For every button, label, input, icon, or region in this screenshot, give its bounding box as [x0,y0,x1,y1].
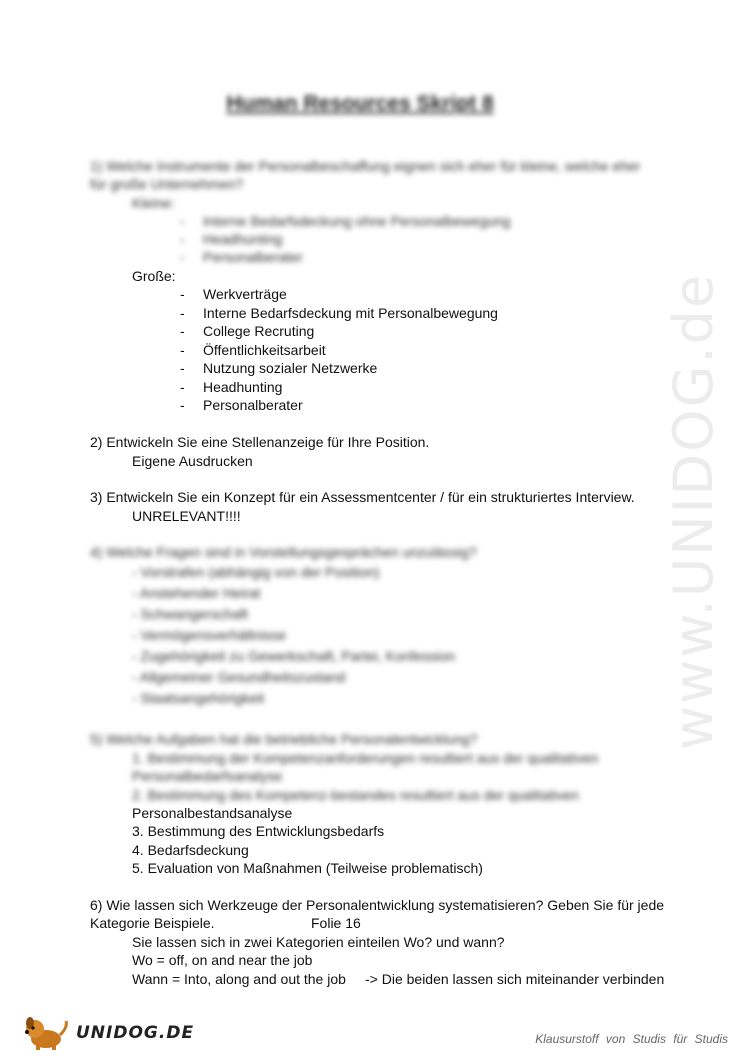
q2-answer: Eigene Ausdrucken [132,453,253,469]
q4-item: - Vorstrafen (abhängig von der Position) [132,564,380,580]
q1-large-label: Große: [132,268,176,284]
unidog-logo [22,1015,195,1051]
q1-question-line1: 1) Welche Instrumente der Personalbeschaffung eignen sich eher für kleine, welche eher [90,158,641,174]
q6-answer3-note: -> Die beiden lassen sich miteinander verbinden [365,971,665,987]
q5-question: 5) Welche Aufgaben hat die betriebliche Personalentwicklung? [90,731,478,747]
q4-item: - Schwangerschaft [132,606,248,622]
q4-item: - Zugehörigkeit zu Gewerkschaft, Partei, Konfession [132,648,455,664]
q4-item: - Vermögensverhältnisse [132,627,287,643]
q3-answer: UNRELEVANT!!!! [132,508,241,524]
q1-large-item: Nutzung sozialer Netzwerke [203,360,378,376]
dog-logo-icon [22,1015,74,1051]
q1-large-item: Werkverträge [203,286,287,302]
q1-large-item: Öffentlichkeitsarbeit [203,342,326,358]
q5-item2-line2: Personalbestandsanalyse [132,805,293,821]
q1-large-item: Interne Bedarfsdeckung mit Personalbewegung [203,305,498,321]
q5-item4: 4. Bedarfsdeckung [132,842,249,858]
logo-text: UNIDOG.DE [76,1023,195,1043]
q5-item5: 5. Evaluation von Maßnahmen (Teilweise problematisch) [132,860,483,876]
q4-item: - Staatsangehörigkeit [132,690,265,706]
q4-item: - Anstehender Heirat [132,585,261,601]
q1-small-item: Interne Bedarfsdeckung ohne Personalbewegung [203,213,511,229]
watermark: www.UNIDOG.de [662,272,725,750]
q5-item3: 3. Bestimmung des Entwicklungsbedarfs [132,823,385,839]
q1-large-item: Headhunting [203,379,283,395]
q4-item: - Allgemeiner Gesundheitszustand [132,669,346,685]
q1-large-item: Personalberater [203,397,303,413]
q6-answer1: Sie lassen sich in zwei Kategorien einteilen Wo? und wann? [132,934,505,950]
q6-answer3: Wann = Into, along and out the job [132,971,346,987]
q6-answer2: Wo = off, on and near the job [132,952,313,968]
footer-tagline: Klausurstoff von Studis für Studis [535,1032,728,1046]
document-title: Human Resources Skript 8 [226,92,494,115]
q5-item1-line2: Personalbedarfsanalyse [132,768,283,784]
q1-large-item: College Recruting [203,323,315,339]
q1-small-item: Personalberater [203,249,303,265]
q1-small-item: Headhunting [203,231,283,247]
q3-question: 3) Entwickeln Sie ein Konzept für ein Assessmentcenter / für ein strukturiertes Interview. [90,489,635,505]
q6-question-line1: 6) Wie lassen sich Werkzeuge der Personalentwicklung systematisieren? Geben Sie für jede [90,897,665,913]
q2-question: 2) Entwickeln Sie eine Stellenanzeige für Ihre Position. [90,434,430,450]
q6-question-line2: Kategorie Beispiele. [90,915,215,931]
document-page: www.UNIDOG.de Human Resources Skript 8 1) Welche Instrumente der Personalbeschaffung eignen sich eher für kleine, welche eher für große Unternehmen? Kleine: - Interne Bedarfsdeckung ohne Personalbewegung - Headhunting - Personalberater Große: - Werkverträge - Interne Bedarfsdeckung mit Personalbewegung - College Recruting - Öffentlichkeitsarbeit - Nutzung sozialer Netzwerke - Headhunting - Personalberater 2) Entwickeln Sie eine Stellenanzeige für Ihre Position. Eigene Ausdrucken 3) Entwickeln Sie ein Konzept für ein Assessmentcenter / für ein strukturiertes Interview. UNRELEVANT!!!! 4) Welche Fragen sind in Vorstellungsgesprächen unzulässig? - Vorstrafen (abhängig von der Position) - Anstehender Heirat - Schwangerschaft - Vermögensverhältnisse - Zugehörigkeit zu Gewerkschaft, Partei, Konfession - Allgemeiner Gesundheitszustand - Staatsangehörigkeit 5) Welche Aufgaben hat die betriebliche Personalentwicklung? 1. Bestimmung der Kompetenzanforderungen resultiert aus der qualitativen Personalbedarfsanalyse 2. Bestimmung des Kompetenz-bestandes resultiert aus der qualitativen Personalbestandsanalyse 3. Bestimmung des Entwicklungsbedarfs 4. Bedarfsdeckung 5. Evaluation von Maßnahmen (Teilweise problematisch) 6) Wie lassen sich Werkzeuge der Personalentwicklung systematisieren? Geben Sie für jede Kategorie Beispiele. Folie 16 Sie lassen sich in zwei Kategorien einteilen Wo? und wann? Wo = off, on and near the job Wann = Into, along and out the job -> Die beiden lassen sich miteinander verbinden UNIDOG.DE Klausurstoff von Studis für Studis [0,0,750,1060]
q4-question: 4) Welche Fragen sind in Vorstellungsgesprächen unzulässig? [90,544,477,560]
q6-folie-ref: Folie 16 [311,915,361,931]
q1-question-line2: für große Unternehmen? [90,176,244,192]
q1-small-label: Kleine: [132,195,175,211]
q5-item2-line1: 2. Bestimmung des Kompetenz-bestandes resultiert aus der qualitativen [132,787,579,803]
q5-item1-line1: 1. Bestimmung der Kompetenzanforderungen resultiert aus der qualitativen [132,750,599,766]
